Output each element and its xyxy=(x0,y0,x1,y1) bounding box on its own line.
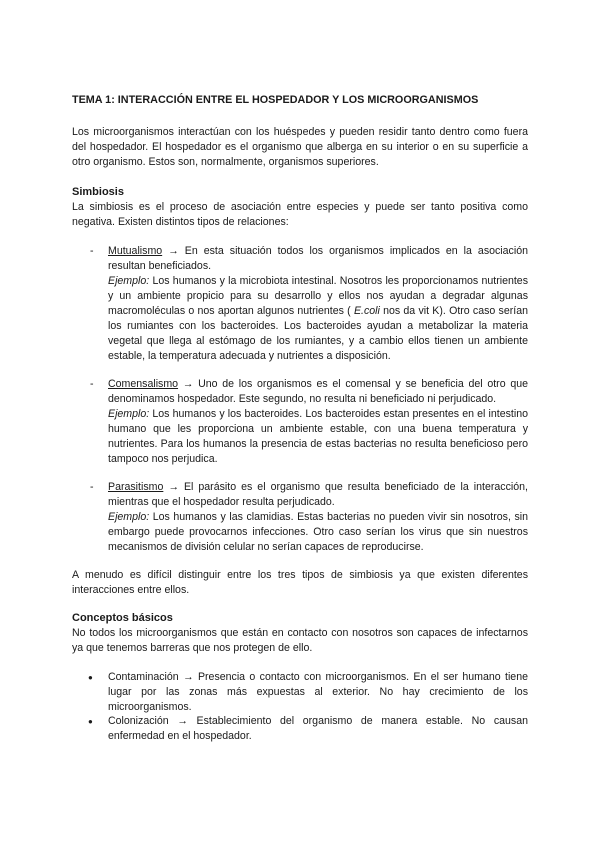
relation-term: Mutualismo xyxy=(108,245,163,257)
relation-definition: Uno de los organismos es el comensal y se beneficia del otro que denominamos hospedador. Este segundo, no resulta ni beneficiado ni perjudicado. xyxy=(108,378,528,405)
arrow: → xyxy=(163,481,184,493)
example-text-cont: nos da vit K). Otro caso serían los rumiantes con los bacteroides. Los bacteroides ayudan a metabolizar la materia vegetal que llega al estómago de los rumiantes, y a cambio ellos tienen un ambiente estable, la temperatura adecuada y nutrientes a disposición. xyxy=(108,305,528,362)
dash-marker: - xyxy=(90,245,94,257)
example-label: Ejemplo: xyxy=(108,408,150,420)
dash-marker: - xyxy=(90,378,94,390)
simbiosis-paragraph: La simbiosis es el proceso de asociación entre especies y puede ser tanto positiva como negativa. Existen distintos tipos de relaciones: xyxy=(72,201,528,228)
example-text: Los humanos y los bacteroides. Los bacteroides estan presentes en el intestino humano que les proporciona un ambiente estable, con una buena temperatura y nutrientes. Para los humanos la presencia de estas bacterias no resulta beneficioso pero tampoco nos perjudica. xyxy=(108,408,528,465)
dash-marker: - xyxy=(90,481,94,493)
example-text: Los humanos y las clamidias. Estas bacterias no pueden vivir sin nosotros, sin embargo puede provocarnos infecciones. Otro caso serían los virus que sin nuestros mecanismos de división celular no serían capaces de reproducirse. xyxy=(108,511,528,553)
relation-term: Parasitismo xyxy=(108,481,164,493)
example-label: Ejemplo: xyxy=(108,275,150,287)
concept-text: Colonización → Establecimiento del organismo de manera estable. No causan enfermedad en el hospedador. xyxy=(108,715,528,742)
relation-term: Comensalismo xyxy=(108,378,179,390)
arrow: → xyxy=(178,378,199,390)
section-heading-simbiosis: Simbiosis xyxy=(72,186,124,198)
relation-body xyxy=(108,480,528,555)
section-heading-conceptos: Conceptos básicos xyxy=(72,612,173,624)
concept-text: Contaminación → Presencia o contacto con microorganismos. En el ser humano tiene lugar por las zonas más expuestas al exterior. No hay crecimiento de los microorganismos. xyxy=(108,671,528,713)
bullet-icon: ● xyxy=(88,673,93,682)
relation-definition: En esta situación todos los organismos implicados en la asociación resultan beneficiados. xyxy=(108,245,528,272)
conceptos-paragraph: No todos los microorganismos que están en contacto con nosotros son capaces de infectarnos ya que tenemos barreras que nos protegen de ello. xyxy=(72,627,528,654)
simbiosis-closing-paragraph: A menudo es difícil distinguir entre los tres tipos de simbiosis ya que existen diferentes interacciones entre ellos. xyxy=(72,569,528,596)
example-label: Ejemplo: xyxy=(108,511,150,523)
relation-body xyxy=(108,377,528,467)
bullet-icon: ● xyxy=(88,717,93,726)
document-title: TEMA 1: INTERACCIÓN ENTRE EL HOSPEDADOR Y LOS MICROORGANISMOS xyxy=(72,94,479,106)
relation-definition: El parásito es el organismo que resulta beneficiado de la interacción, mientras que el hospedador resulta perjudicado. xyxy=(108,481,528,508)
species-name: E.coli xyxy=(353,305,380,317)
arrow: → xyxy=(162,245,185,257)
relation-body xyxy=(108,244,528,364)
intro-paragraph: Los microorganismos interactúan con los huéspedes y pueden residir tanto dentro como fuera del hospedador. El hospedador es el organismo que alberga en su interior o en su superficie a otro organismo. Estos son, normalmente, organismos superiores. xyxy=(72,126,528,168)
example-text: Los humanos y la microbiota intestinal. Nosotros les proporcionamos nutrientes y un ambiente propicio para su desarrollo y ellos nos ayudan a degradar algunas macromoléculas o nos aportan algunos nutrientes ( xyxy=(108,275,528,317)
